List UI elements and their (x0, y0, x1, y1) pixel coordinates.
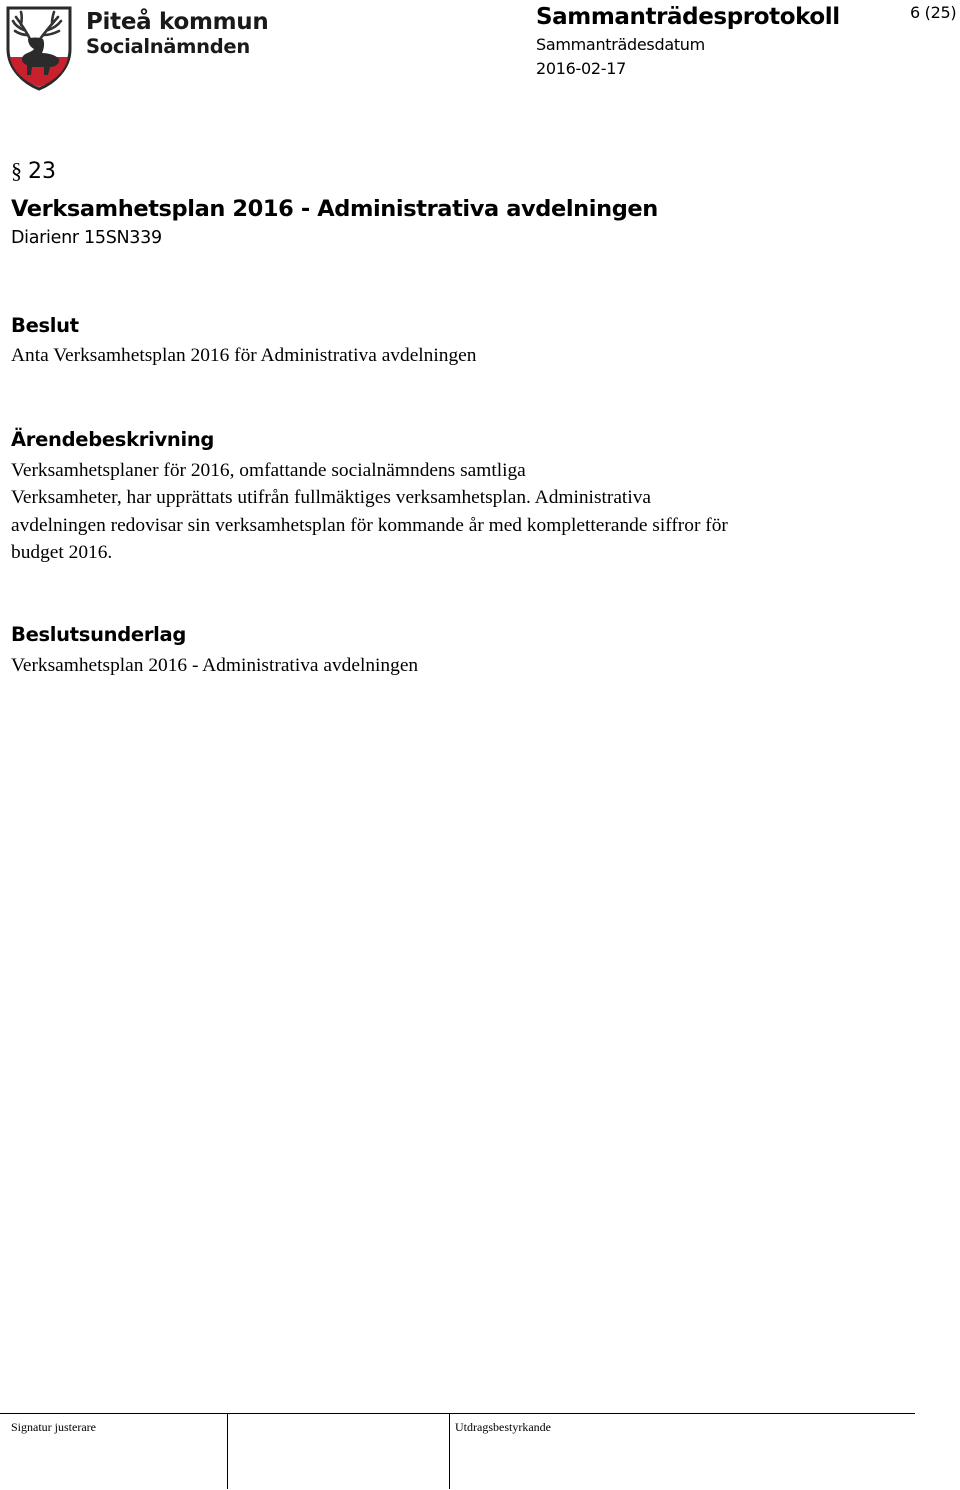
text-line: avdelningen redovisar sin verksamhetsplan för kommande år med kompletterande siffror för (11, 514, 728, 536)
text-line: budget 2016. (11, 541, 113, 563)
beslut-heading: Beslut (11, 314, 79, 337)
signature-reviewer-label: Signatur justerare (11, 1420, 96, 1434)
organization-name: Piteå kommun (86, 9, 269, 35)
document-title: Sammanträdesprotokoll (536, 4, 840, 30)
page-number: 6 (25) (910, 3, 957, 22)
reindeer-coat-of-arms-icon (4, 5, 74, 91)
paragraph-number (11, 158, 56, 184)
footer-separator (449, 1413, 450, 1489)
item-title: Verksamhetsplan 2016 - Administrativa avdelningen (11, 196, 658, 222)
organization-unit: Socialnämnden (86, 35, 250, 58)
arendebeskrivning-text (11, 457, 728, 566)
beslutsunderlag-text: Verksamhetsplan 2016 - Administrativa avdelningen (11, 655, 419, 676)
meeting-date-label: Sammanträdesdatum (536, 35, 705, 54)
footer-divider (0, 1413, 915, 1414)
diary-number: Diarienr 15SN339 (11, 228, 162, 248)
footer-separator (227, 1413, 228, 1489)
meeting-date-value: 2016-02-17 (536, 59, 626, 78)
beslut-text: Anta Verksamhetsplan 2016 för Administrativa avdelningen (11, 345, 477, 366)
text-line: Verksamhetsplaner för 2016, omfattande socialnämndens samtliga (11, 460, 526, 481)
paragraph-sign: § (11, 158, 22, 183)
text-line: Verksamheter, har upprättats utifrån fullmäktiges verksamhetsplan. Administrativa (11, 487, 652, 509)
beslutsunderlag-heading: Beslutsunderlag (11, 623, 187, 646)
arendebeskrivning-heading: Ärendebeskrivning (11, 428, 215, 451)
extract-certification-label: Utdragsbestyrkande (455, 1420, 551, 1434)
paragraph-number-value: 23 (28, 159, 56, 184)
